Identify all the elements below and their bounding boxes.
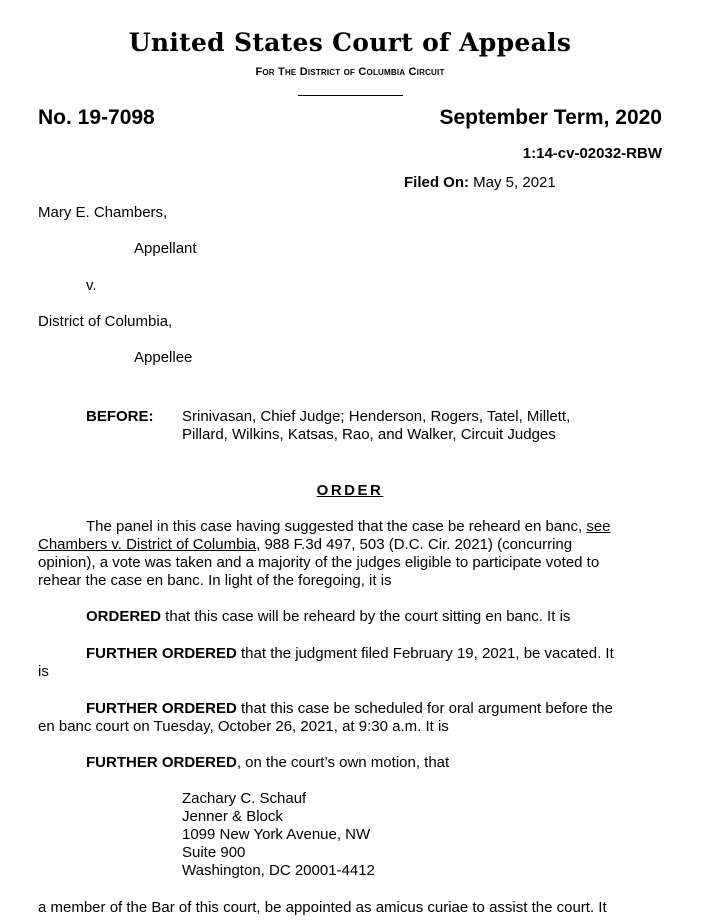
order-paragraph-1 [38, 518, 650, 590]
p1-line2: , 988 F.3d 497, 503 (D.C. Cir. 2021) (concurring [256, 536, 573, 553]
p4-line2: en banc court on Tuesday, October 26, 2021, at 9:30 a.m. It is [38, 718, 449, 735]
filed-on [404, 174, 556, 191]
order-paragraph-5 [38, 754, 698, 772]
amicus-address [182, 790, 375, 880]
p1-line4: rehear the case en banc. In light of the foregoing, it is [38, 572, 392, 589]
amicus-suite: Suite 900 [182, 844, 246, 861]
judges-line-2: Pillard, Wilkins, Katsas, Rao, and Walker, Circuit Judges [182, 426, 556, 443]
amicus-street: 1099 New York Avenue, NW [182, 826, 371, 843]
before-judges [182, 408, 622, 444]
filed-date: May 5, 2021 [473, 174, 556, 191]
see-link[interactable]: see [586, 518, 611, 535]
p3-line2: is [38, 663, 49, 680]
appellant-role: Appellant [134, 240, 197, 257]
order-paragraph-4 [38, 700, 650, 736]
versus: v. [86, 277, 97, 294]
amicus-firm: Jenner & Block [182, 808, 283, 825]
p1-line1: The panel in this case having suggested that the case be reheard en banc, [86, 518, 583, 535]
order-paragraph-6: a member of the Bar of this court, be appointed as amicus curiae to assist the court. It [38, 899, 607, 916]
amicus-city: Washington, DC 20001-4412 [182, 862, 375, 879]
term: September Term, 2020 [439, 106, 662, 129]
further-ordered-label-1: FURTHER ORDERED [86, 645, 237, 662]
further-ordered-label-3: FURTHER ORDERED [86, 754, 237, 771]
order-title: ORDER [316, 482, 384, 499]
judges-line-1: Srinivasan, Chief Judge; Henderson, Rogers, Tatel, Millett, [182, 408, 571, 425]
appellant-name: Mary E. Chambers, [38, 204, 168, 221]
amicus-name: Zachary C. Schauf [182, 790, 307, 807]
appellee-role: Appellee [134, 349, 193, 366]
order-paragraph-2 [38, 608, 698, 626]
court-subtitle: For The District of Columbia Circuit [255, 66, 445, 78]
appellee-name: District of Columbia, [38, 313, 173, 330]
p5-text: , on the court’s own motion, that [236, 754, 450, 771]
before-label: BEFORE: [86, 408, 154, 425]
header-rule [298, 95, 403, 96]
p4-text: that this case be scheduled for oral argument before the [236, 700, 613, 717]
court-title: United States Court of Appeals [128, 28, 572, 57]
case-citation-link[interactable]: Chambers v. District of Columbia [38, 536, 257, 553]
p1-line3: opinion), a vote was taken and a majority of the judges eligible to participate voted to [38, 554, 600, 571]
p2-text: that this case will be reheard by the court sitting en banc. It is [161, 608, 571, 625]
further-ordered-label-2: FURTHER ORDERED [86, 700, 237, 717]
ordered-label: ORDERED [86, 608, 162, 625]
p3-text: that the judgment filed February 19, 2021, be vacated. It [236, 645, 614, 662]
filed-label: Filed On: [404, 174, 469, 191]
lower-court-number: 1:14-cv-02032-RBW [522, 145, 662, 162]
docket-number: No. 19-7098 [38, 106, 155, 129]
order-paragraph-3 [38, 645, 650, 681]
